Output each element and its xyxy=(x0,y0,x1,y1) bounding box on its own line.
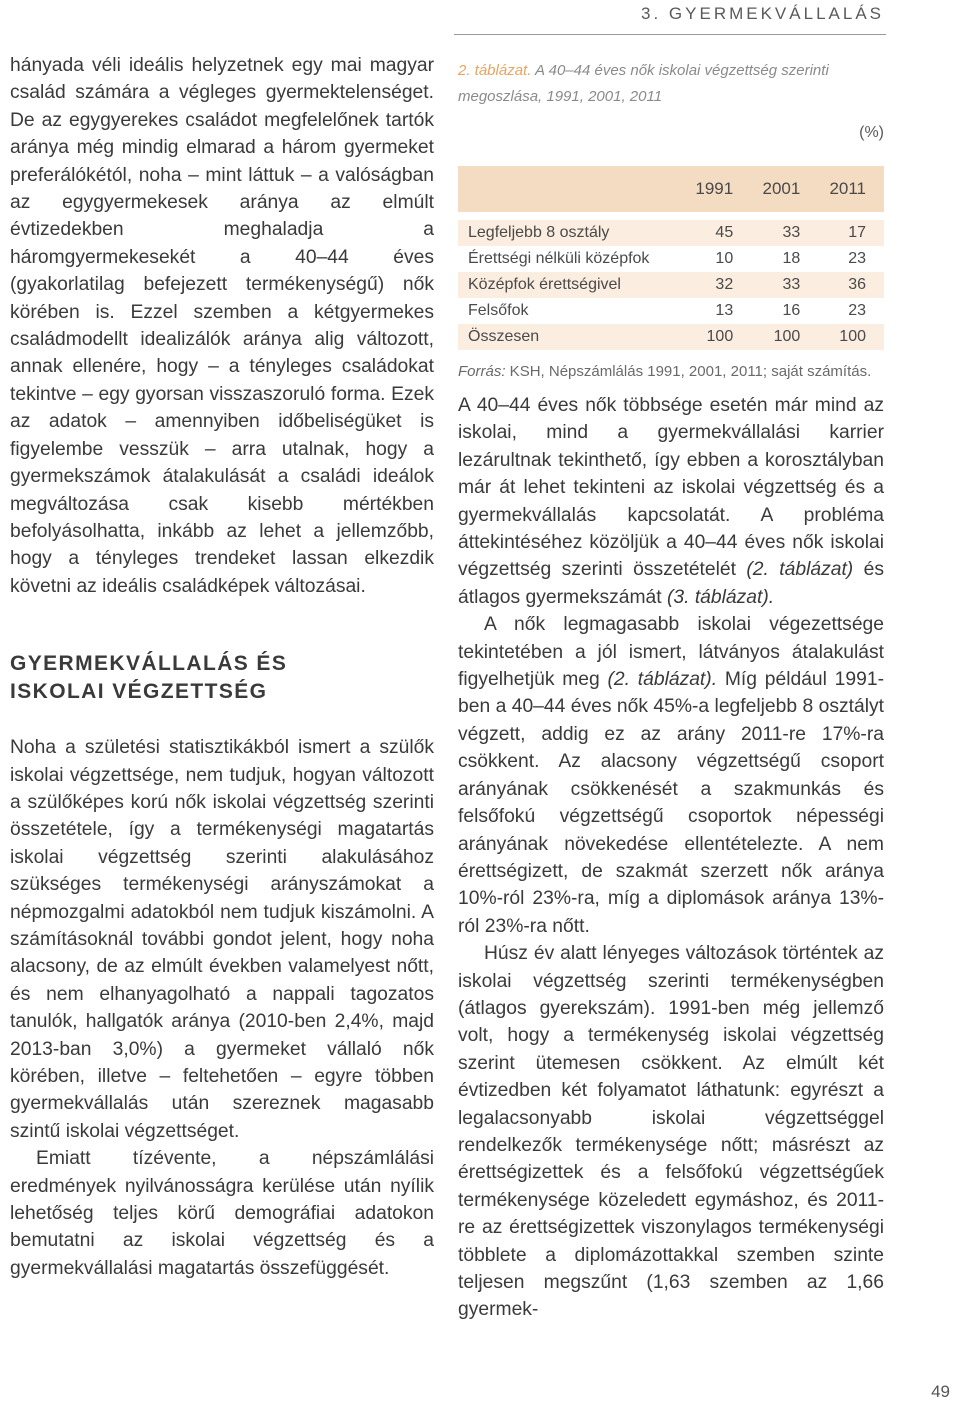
table-cell: 18 xyxy=(782,250,801,267)
table-header-row xyxy=(458,166,884,212)
right-paragraph-2 xyxy=(458,611,884,940)
table-cell: 23 xyxy=(848,302,866,319)
table-cell: 36 xyxy=(818,272,884,298)
table-row-label: Érettségi nélküli középfok xyxy=(468,250,650,267)
table-row-label: Középfok érettségivel xyxy=(458,272,684,298)
table-row-label: Összesen xyxy=(458,324,684,350)
table-unit: (%) xyxy=(859,124,884,141)
right-paragraph-3: Húsz év alatt lényeges változások történtek az iskolai végzettség szerinti termékenységben (átlagos gyerekszám). 1991-ben még jellemző volt, hogy a termékenység iskolai végzettség szerint ütemesen csökkent. Az elmúlt két évtizedben két folyamatot láthatunk: egyrészt a legalacsonyabb iskolai végzettséggel rendelkezők termékenysége nőtt; másrészt az érettségizettek és a felsőfokú végzettségűek termékenysége közeledett egymáshoz, és 2011-re az érettségizettek viszonylagos termékenységi többlete a diplomázottakkal szemben szinte teljesen megszűnt (1,63 szemben az 1,66 gyermek- xyxy=(458,943,884,1321)
table-row xyxy=(458,246,884,272)
left-column xyxy=(10,52,434,1282)
table-row-label: Felsőfok xyxy=(468,302,529,319)
table-cell: 45 xyxy=(684,220,751,246)
right-paragraph-1-text-b: és átlagos gyermekszámát xyxy=(458,559,884,608)
table-cell: 10 xyxy=(715,250,734,267)
table-source-text: KSH, Népszámlálás 1991, 2001, 2011; saját számítás. xyxy=(505,363,872,380)
right-column xyxy=(458,58,884,1324)
right-body-text xyxy=(458,392,884,1324)
table-row xyxy=(458,220,884,246)
table-cell: 100 xyxy=(751,324,818,350)
education-table xyxy=(458,166,884,350)
section-heading-line-1: GYERMEKVÁLLALÁS ÉS xyxy=(10,652,288,676)
table-total-row xyxy=(458,324,884,350)
table-cell: 23 xyxy=(848,250,866,267)
table-header-cell: 2011 xyxy=(818,166,884,212)
table-cell: 13 xyxy=(715,302,734,319)
left-paragraph-1: hányada véli ideális helyzetnek egy mai magyar család számára a végleges gyermektelenséget. De az egygyerekes családot megfelelőnek tartók aránya még mindig elmarad a három gyermeket preferálókétól, noha – mint láttuk – a valóságban az egygyermekesek aránya az elmúlt évtizedekben meghaladja a háromgyermekesekét a 40–44 éves (gyakorlatilag befejezett termékenységű) nők körében is. Ezzel szemben a kétgyermekes családmodellt idealizálók aránya alig változott, annak ellenére, hogy – a tényleges családokat tekintve – egy gyorsan visszaszoruló forma. Ezek az adatok – amennyiben időbeliségüket is figyelembe vesszük – arra utalnak, hogy a gyermekszámok átalakulását a családi ideálok megváltozása csak kisebb mértékben befolyásolhatta, inkább az lehet a jellemzőbb, hogy a tényleges trendeket lassan elkezdik követni az ideális családképek változásai. xyxy=(10,55,434,597)
right-paragraph-2-text-b: Míg például 1991-ben a 40–44 éves nők 45%-a legfeljebb 8 osztályt végzett, addig ez az arány 2011-re 17%-ra csökkent. Az alacsony végzettségű csoport arányának csökkenését a szakmunkás és felsőfokú végzettségű csoportok népességi arányának növekedése ellentételezte. A nem érettségizett, de szakmát szerzett nők aránya 10%-ról 23%-ra, míg a diplomások aránya 13%-ról 23%-ra nőtt. xyxy=(458,669,884,937)
table-header-blank xyxy=(458,166,684,212)
table-caption xyxy=(458,58,884,110)
running-header: 3. GYERMEKVÁLLALÁS xyxy=(641,4,884,23)
right-paragraph-1 xyxy=(458,392,884,611)
table-cell: 33 xyxy=(751,272,818,298)
table-reference-2: (2. táblázat) xyxy=(746,559,854,581)
table-header-cell: 2001 xyxy=(751,166,818,212)
section-heading xyxy=(10,650,434,706)
table-cell: 16 xyxy=(782,302,801,319)
table-header-cell: 1991 xyxy=(684,166,751,212)
table-reference-3: (3. táblázat). xyxy=(666,586,775,608)
table-source xyxy=(458,362,884,382)
table-row-label: Legfeljebb 8 osztály xyxy=(458,220,684,246)
table-cell: 100 xyxy=(818,324,884,350)
table-cell: 100 xyxy=(684,324,751,350)
section-heading-line-2: ISKOLAI VÉGZETTSÉG xyxy=(10,680,268,704)
table-row xyxy=(458,298,884,324)
table-cell: 32 xyxy=(684,272,751,298)
table-reference-2b: (2. táblázat). xyxy=(607,669,718,691)
table-cell: 17 xyxy=(818,220,884,246)
table-caption-text: A 40–44 éves nők iskolai végzettség szerinti megoszlása, 1991, 2001, 2011 xyxy=(458,62,829,105)
table-source-label: Forrás: xyxy=(458,363,506,380)
table-caption-label: 2. táblázat. xyxy=(458,62,532,79)
left-paragraph-3: Emiatt tízévente, a népszámlálási eredmények nyilvánosságra kerülése után nyílik lehetőség teljes körű demográfiai adatokon bemutatni az iskolai végzettség és a gyermekvállalási magatartás összefüggését. xyxy=(10,1148,434,1279)
header-rule xyxy=(454,34,886,35)
table-row xyxy=(458,272,884,298)
table-gap-cell xyxy=(458,212,884,220)
right-paragraph-2-text-a: A nők legmagasabb iskolai végezettsége tekintetében a jól ismert, látványos átalakulást figyelhetjük meg xyxy=(458,614,884,691)
left-paragraph-2: Noha a születési statisztikákból ismert a szülők iskolai végzettsége, nem tudjuk, hogyan változott a szülőképes korú nők iskolai végzettség szerinti összetétele, így a termékenységi magatartás iskolai végzettség szerinti alakulásához szükséges termékenységi arányszámokat a népmozgalmi adatokból nem tudjuk kiszámolni. A számításoknál további gondot jelent, hogy noha alacsony, de az elmúlt években valamelyest nőtt, és nem elhanyagolható a nappali tagozatos tanulók, hallgatók aránya (2010-ben 2,4%, majd 2013-ban 3,0%) a gyermeket vállaló nők körében, illetve – feltehetően – egyre többen gyermekvállalás után szereznek magasabb szintű iskolai végzettséget. xyxy=(10,737,434,1142)
table-cell: 33 xyxy=(751,220,818,246)
right-paragraph-1-text-a: A 40–44 éves nők többsége esetén már mind az iskolai, mind a gyermekvállalási karrier lezárultnak tekinthető, így ebben a korosztályban már át lehet tekinteni az iskolai végzettség és a gyermekvállalás kapcsolatát. A probléma áttekintéséhez közöljük a 40–44 éves nők iskolai végzettség szerinti összetételét xyxy=(458,395,884,581)
table-gap-row xyxy=(458,212,884,220)
page-number: 49 xyxy=(931,1382,950,1401)
